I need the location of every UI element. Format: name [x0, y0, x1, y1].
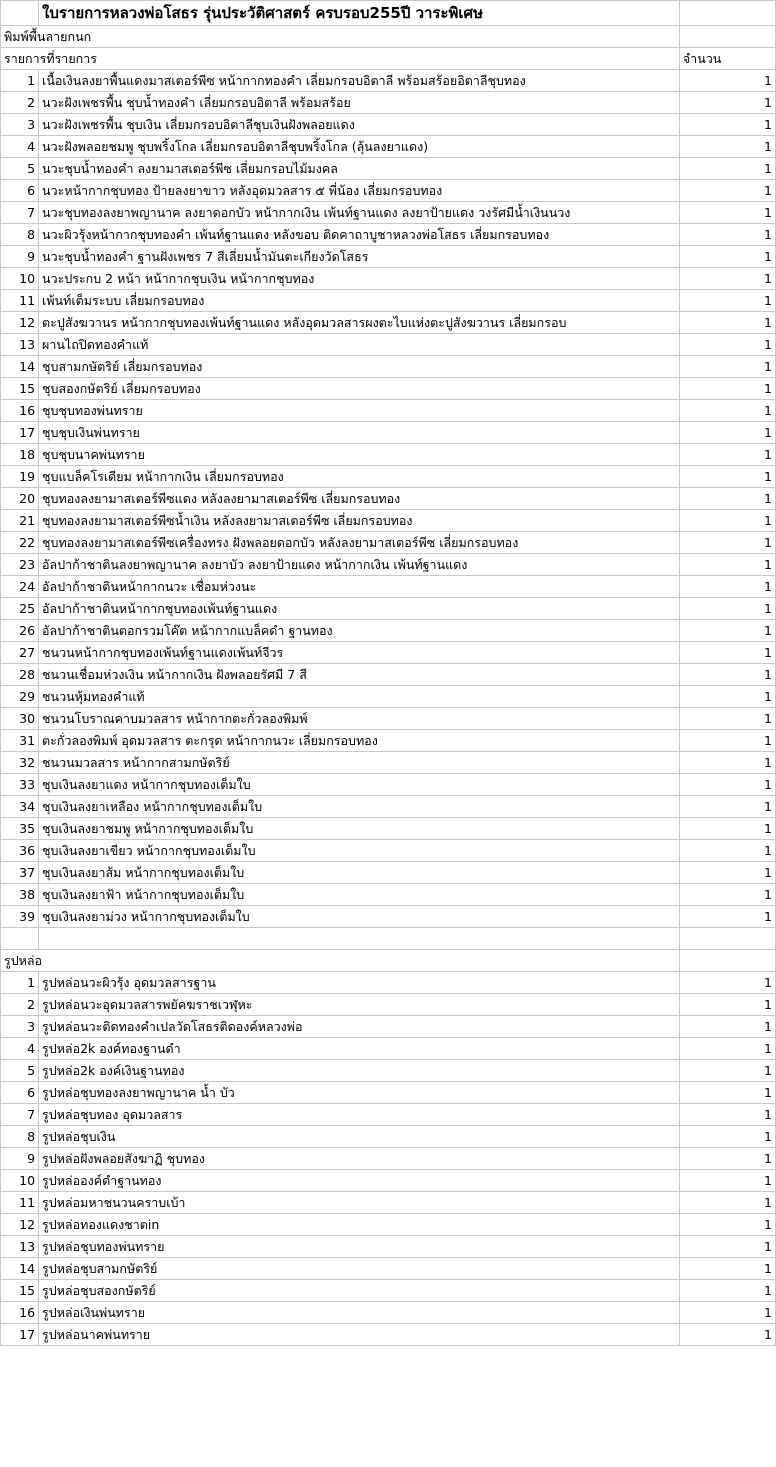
row-quantity: 1 — [679, 752, 775, 774]
row-quantity: 1 — [679, 114, 775, 136]
section2-qty-blank — [679, 950, 775, 972]
row-description: รูปหล่อนาคพ่นทราย — [39, 1324, 680, 1346]
row-number: 15 — [1, 1280, 39, 1302]
row-quantity: 1 — [679, 818, 775, 840]
row-quantity: 1 — [679, 1192, 775, 1214]
row-quantity: 1 — [679, 92, 775, 114]
table-row — [1, 1280, 776, 1302]
row-description: รูปหล่อ2k องค์ทองฐานดำ — [39, 1038, 680, 1060]
row-quantity: 1 — [679, 136, 775, 158]
table-row — [1, 1016, 776, 1038]
row-quantity: 1 — [679, 1280, 775, 1302]
table-row — [1, 774, 776, 796]
table-row — [1, 334, 776, 356]
table-row — [1, 752, 776, 774]
row-number: 24 — [1, 576, 39, 598]
row-quantity: 1 — [679, 202, 775, 224]
document-subtitle: พิมพ์พื้นลายกนก — [1, 26, 680, 48]
row-number: 16 — [1, 1302, 39, 1324]
row-quantity: 1 — [679, 840, 775, 862]
row-description: ชุบเงินลงยาแดง หน้ากากชุบทองเต็มใบ — [39, 774, 680, 796]
row-quantity: 1 — [679, 796, 775, 818]
row-description: รูปหล่อมหาชนวนคราบเบ้า — [39, 1192, 680, 1214]
table-row — [1, 488, 776, 510]
row-quantity: 1 — [679, 378, 775, 400]
table-row — [1, 466, 776, 488]
table-row — [1, 70, 776, 92]
table-row — [1, 114, 776, 136]
row-number: 9 — [1, 1148, 39, 1170]
row-quantity: 1 — [679, 884, 775, 906]
row-description: นวะฝังเพชรพื้น ชุบเงิน เลี่ยมกรอบอิตาลีชุบเงินฝังพลอยแดง — [39, 114, 680, 136]
row-quantity: 1 — [679, 576, 775, 598]
row-quantity: 1 — [679, 1126, 775, 1148]
row-number: 25 — [1, 598, 39, 620]
table-row — [1, 422, 776, 444]
row-quantity: 1 — [679, 1060, 775, 1082]
row-description: ชุบเงินลงยาเหลือง หน้ากากชุบทองเต็มใบ — [39, 796, 680, 818]
row-quantity: 1 — [679, 334, 775, 356]
table-row — [1, 708, 776, 730]
table-row — [1, 1148, 776, 1170]
row-number: 17 — [1, 1324, 39, 1346]
row-number: 38 — [1, 884, 39, 906]
row-number: 1 — [1, 70, 39, 92]
row-quantity: 1 — [679, 1082, 775, 1104]
row-quantity: 1 — [679, 224, 775, 246]
section2-label: รูปหล่อ — [1, 950, 680, 972]
row-description: รูปหล่อชุบทอง อุดมวลสาร — [39, 1104, 680, 1126]
table-row — [1, 620, 776, 642]
table-row — [1, 598, 776, 620]
subtitle-row — [1, 26, 776, 48]
row-quantity: 1 — [679, 444, 775, 466]
row-quantity: 1 — [679, 422, 775, 444]
row-quantity: 1 — [679, 620, 775, 642]
table-row — [1, 158, 776, 180]
row-description: ชุบทองลงยามาสเตอร์พีซน้ำเงิน หลังลงยามาสเตอร์พีซ เลี่ยมกรอบทอง — [39, 510, 680, 532]
row-quantity: 1 — [679, 862, 775, 884]
row-number: 14 — [1, 1258, 39, 1280]
table-row — [1, 510, 776, 532]
row-number: 17 — [1, 422, 39, 444]
row-number: 28 — [1, 664, 39, 686]
row-number: 34 — [1, 796, 39, 818]
row-quantity: 1 — [679, 1302, 775, 1324]
row-quantity: 1 — [679, 532, 775, 554]
row-description: ชุบเงินลงยาม่วง หน้ากากชุบทองเต็มใบ — [39, 906, 680, 928]
row-number: 14 — [1, 356, 39, 378]
table-row — [1, 906, 776, 928]
row-description: รูปหล่อชุบเงิน — [39, 1126, 680, 1148]
row-description: อัลปาก้าชาตินตอกรวมโค๊ต หน้ากากแบล็คดำ ฐานทอง — [39, 620, 680, 642]
column-header-list: รายการที่รายการ — [1, 48, 680, 70]
table-row — [1, 1104, 776, 1126]
row-description: นวะประกบ 2 หน้า หน้ากากชุบเงิน หน้ากากชุบทอง — [39, 268, 680, 290]
table-row — [1, 664, 776, 686]
row-number: 5 — [1, 1060, 39, 1082]
subtitle-right-blank — [679, 26, 775, 48]
row-number: 30 — [1, 708, 39, 730]
row-number: 37 — [1, 862, 39, 884]
row-number: 2 — [1, 92, 39, 114]
row-number: 10 — [1, 1170, 39, 1192]
row-number: 13 — [1, 334, 39, 356]
row-description: รูปหล่อ2k องค์เงินฐานทอง — [39, 1060, 680, 1082]
table-row — [1, 862, 776, 884]
row-description: รูปหล่อนวะผิวรุ้ง อุดมวลสารฐาน — [39, 972, 680, 994]
row-description: นวะฝังเพชรพื้น ชุบน้ำทองคำ เลี่ยมกรอบอิตาลี พร้อมสร้อย — [39, 92, 680, 114]
spacer-cell-desc — [39, 928, 680, 950]
table-row — [1, 136, 776, 158]
row-number: 11 — [1, 1192, 39, 1214]
table-row — [1, 1170, 776, 1192]
table-row — [1, 884, 776, 906]
row-description: อัลปาก้าชาตินหน้ากากชุบทองเพ้นท์ฐานแดง — [39, 598, 680, 620]
table-row — [1, 796, 776, 818]
row-description: อัลปาก้าชาตินลงยาพญานาค ลงยาบัว ลงยาป้ายแดง หน้ากากเงิน เพ้นท์ฐานแดง — [39, 554, 680, 576]
table-row — [1, 268, 776, 290]
document-title: ใบรายการหลวงพ่อโสธร รุ่นประวัติศาสตร์ ครบรอบ255ปี วาระพิเศษ — [39, 1, 680, 26]
row-description: รูปหล่อองค์ดำฐานทอง — [39, 1170, 680, 1192]
table-row — [1, 1324, 776, 1346]
row-description: รูปหล่อนวะติดทองคำเปลวัดโสธรติดองค์หลวงพ่อ — [39, 1016, 680, 1038]
row-quantity: 1 — [679, 400, 775, 422]
row-number: 9 — [1, 246, 39, 268]
row-quantity: 1 — [679, 488, 775, 510]
table-row — [1, 290, 776, 312]
row-description: ชุบสามกษัตริย์ เลี่ยมกรอบทอง — [39, 356, 680, 378]
table-row — [1, 532, 776, 554]
row-description: รูปหล่อชุบสามกษัตริย์ — [39, 1258, 680, 1280]
table-row — [1, 92, 776, 114]
row-description: รูปหล่อชุบสองกษัตริย์ — [39, 1280, 680, 1302]
table-row — [1, 1236, 776, 1258]
row-quantity: 1 — [679, 312, 775, 334]
row-description: ชุบสองกษัตริย์ เลี่ยมกรอบทอง — [39, 378, 680, 400]
title-row — [1, 1, 776, 26]
row-number: 39 — [1, 906, 39, 928]
row-quantity: 1 — [679, 466, 775, 488]
row-quantity: 1 — [679, 774, 775, 796]
row-number: 10 — [1, 268, 39, 290]
table-row — [1, 1060, 776, 1082]
table-row — [1, 840, 776, 862]
row-number: 4 — [1, 1038, 39, 1060]
row-description: ชนวนเชื่อมห่วงเงิน หน้ากากเงิน ฝังพลอยรัศมี 7 สี — [39, 664, 680, 686]
row-description: นวะฝังพลอยชมพู ชุบพริ้งโกล เลี่ยมกรอบอิตาลีชุบพริ้งโกล (ลุ้นลงยาแดง) — [39, 136, 680, 158]
table-row — [1, 444, 776, 466]
row-quantity: 1 — [679, 906, 775, 928]
row-description: นวะผิวรุ้งหน้ากากชุบทองคำ เพ้นท์ฐานแดง หลังขอบ ติดคาถาบูชาหลวงพ่อโสธร เลี่ยมกรอบทอง — [39, 224, 680, 246]
row-number: 21 — [1, 510, 39, 532]
row-quantity: 1 — [679, 1170, 775, 1192]
row-description: เพ้นท์เต็มระบบ เลี่ยมกรอบทอง — [39, 290, 680, 312]
table-row — [1, 994, 776, 1016]
row-number: 8 — [1, 224, 39, 246]
table-row — [1, 576, 776, 598]
row-description: ชนวนหุ้มทองคำแท้ — [39, 686, 680, 708]
row-quantity: 1 — [679, 972, 775, 994]
row-description: อัลปาก้าชาตินหน้ากากนวะ เชื่อมห่วงนะ — [39, 576, 680, 598]
row-quantity: 1 — [679, 356, 775, 378]
row-quantity: 1 — [679, 1258, 775, 1280]
section2-header-row — [1, 950, 776, 972]
table-row — [1, 1082, 776, 1104]
table-row — [1, 356, 776, 378]
row-number: 12 — [1, 312, 39, 334]
row-quantity: 1 — [679, 1324, 775, 1346]
row-quantity: 1 — [679, 686, 775, 708]
row-description: นวะชุบน้ำทองคำ ฐานฝังเพชร 7 สีเลี่ยมน้ำมันตะเกียงวัดโสธร — [39, 246, 680, 268]
row-quantity: 1 — [679, 730, 775, 752]
row-number: 7 — [1, 202, 39, 224]
row-quantity: 1 — [679, 290, 775, 312]
row-number: 8 — [1, 1126, 39, 1148]
row-number: 5 — [1, 158, 39, 180]
row-description: ชุบทองลงยามาสเตอร์พีซแดง หลังลงยามาสเตอร์พีซ เลี่ยมกรอบทอง — [39, 488, 680, 510]
table-row — [1, 972, 776, 994]
column-header-qty: จำนวน — [679, 48, 775, 70]
table-row — [1, 642, 776, 664]
row-quantity: 1 — [679, 708, 775, 730]
spacer-cell-qty — [679, 928, 775, 950]
row-number: 15 — [1, 378, 39, 400]
row-number: 20 — [1, 488, 39, 510]
row-description: นวะหน้ากากชุบทอง ป้ายลงยาขาว หลังอุดมวลสาร ๕ พี่น้อง เลี่ยมกรอบทอง — [39, 180, 680, 202]
table-row — [1, 730, 776, 752]
row-description: รูปหล่อนวะอุดมวลสารพยัคฆราชเวฬุหะ — [39, 994, 680, 1016]
row-quantity: 1 — [679, 70, 775, 92]
row-number: 27 — [1, 642, 39, 664]
section-divider — [1, 928, 776, 972]
row-description: ชุบชุบนาคพ่นทราย — [39, 444, 680, 466]
row-number: 29 — [1, 686, 39, 708]
spacer-cell-num — [1, 928, 39, 950]
section-statues-rows — [1, 972, 776, 1346]
table-row — [1, 180, 776, 202]
row-number: 35 — [1, 818, 39, 840]
table-body — [1, 1, 776, 70]
row-number: 12 — [1, 1214, 39, 1236]
row-quantity: 1 — [679, 510, 775, 532]
table-row — [1, 246, 776, 268]
row-quantity: 1 — [679, 1038, 775, 1060]
row-number: 6 — [1, 180, 39, 202]
row-description: ชุบชุบเงินพ่นทราย — [39, 422, 680, 444]
row-number: 3 — [1, 1016, 39, 1038]
table-row — [1, 312, 776, 334]
row-number: 26 — [1, 620, 39, 642]
row-number: 16 — [1, 400, 39, 422]
row-number: 36 — [1, 840, 39, 862]
row-number: 13 — [1, 1236, 39, 1258]
row-description: รูปหล่อชุบทองพ่นทราย — [39, 1236, 680, 1258]
table-row — [1, 554, 776, 576]
row-description: รูปหล่อเงินพ่นทราย — [39, 1302, 680, 1324]
row-quantity: 1 — [679, 1104, 775, 1126]
row-quantity: 1 — [679, 1148, 775, 1170]
row-quantity: 1 — [679, 180, 775, 202]
row-number: 31 — [1, 730, 39, 752]
row-quantity: 1 — [679, 598, 775, 620]
table-row — [1, 686, 776, 708]
row-description: นวะชุบทองลงยาพญานาค ลงยาดอกบัว หน้ากากเงิน เพ้นท์ฐานแดง ลงยาป้ายแดง วงรัศมีน้ำเงินนวง — [39, 202, 680, 224]
row-description: ชนวนหน้ากากชุบทองเพ้นท์ฐานแดงเพ้นท์จีวร — [39, 642, 680, 664]
row-number: 11 — [1, 290, 39, 312]
row-number: 19 — [1, 466, 39, 488]
row-description: ตะกั่วลองพิมพ์ อุดมวลสาร ตะกรุด หน้ากากนวะ เลี่ยมกรอบทอง — [39, 730, 680, 752]
row-description: ชนวนมวลสาร หน้ากากสามกษัตริย์ — [39, 752, 680, 774]
table-row — [1, 1126, 776, 1148]
row-number: 2 — [1, 994, 39, 1016]
row-number: 4 — [1, 136, 39, 158]
table-row — [1, 818, 776, 840]
table-row — [1, 202, 776, 224]
table-row — [1, 1038, 776, 1060]
row-number: 18 — [1, 444, 39, 466]
row-quantity: 1 — [679, 1236, 775, 1258]
row-description: เนื้อเงินลงยาพื้นแดงมาสเตอร์พีซ หน้ากากทองคำ เลี่ยมกรอบอิตาลี พร้อมสร้อยอิตาลีชุบทอง — [39, 70, 680, 92]
section-amulets-rows — [1, 70, 776, 928]
table-row — [1, 224, 776, 246]
row-quantity: 1 — [679, 1016, 775, 1038]
title-left-blank — [1, 1, 39, 26]
row-quantity: 1 — [679, 246, 775, 268]
row-description: ชนวนโบราณคาบมวลสาร หน้ากากตะกั่วลองพิมพ์ — [39, 708, 680, 730]
row-number: 6 — [1, 1082, 39, 1104]
row-quantity: 1 — [679, 664, 775, 686]
row-quantity: 1 — [679, 158, 775, 180]
row-quantity: 1 — [679, 994, 775, 1016]
row-quantity: 1 — [679, 1214, 775, 1236]
table-row — [1, 1258, 776, 1280]
row-description: ชุบเงินลงยาเขียว หน้ากากชุบทองเต็มใบ — [39, 840, 680, 862]
row-description: ชุบทองลงยามาสเตอร์พีซเครื่องทรง ฝังพลอยดอกบัว หลังลงยามาสเตอร์พีซ เลี่ยมกรอบทอง — [39, 532, 680, 554]
row-description: ชุบเงินลงยาฟ้า หน้ากากชุบทองเต็มใบ — [39, 884, 680, 906]
row-number: 3 — [1, 114, 39, 136]
table-row — [1, 1302, 776, 1324]
row-description: รูปหล่อฝังพลอยสังฆาฏิ ชุบทอง — [39, 1148, 680, 1170]
table-row — [1, 400, 776, 422]
row-description: ตะปูสังฆวานร หน้ากากชุบทองเพ้นท์ฐานแดง หลังอุดมวลสารผงตะไบแห่งตะปูสังฆวานร เลี่ยมกรอบ — [39, 312, 680, 334]
row-number: 7 — [1, 1104, 39, 1126]
row-description: ชุบชุบทองพ่นทราย — [39, 400, 680, 422]
spacer-row — [1, 928, 776, 950]
title-right-blank — [679, 1, 775, 26]
row-quantity: 1 — [679, 642, 775, 664]
row-description: ชุบแบล็คโรเดียม หน้ากากเงิน เลี่ยมกรอบทอง — [39, 466, 680, 488]
row-number: 23 — [1, 554, 39, 576]
table-row — [1, 378, 776, 400]
row-description: ชุบเงินลงยาชมพู หน้ากากชุบทองเต็มใบ — [39, 818, 680, 840]
row-description: รูปหล่อทองแดงชาตin — [39, 1214, 680, 1236]
row-number: 32 — [1, 752, 39, 774]
header-row — [1, 48, 776, 70]
table-row — [1, 1192, 776, 1214]
row-description: นวะชุบน้ำทองคำ ลงยามาสเตอร์พีซ เลี่ยมกรอบไม้มงคล — [39, 158, 680, 180]
row-quantity: 1 — [679, 554, 775, 576]
row-number: 33 — [1, 774, 39, 796]
table-row — [1, 1214, 776, 1236]
row-number: 22 — [1, 532, 39, 554]
row-number: 1 — [1, 972, 39, 994]
row-description: รูปหล่อชุบทองลงยาพญานาค น้ำ บัว — [39, 1082, 680, 1104]
row-quantity: 1 — [679, 268, 775, 290]
row-description: ผานไถปิดทองคำแท้ — [39, 334, 680, 356]
row-description: ชุบเงินลงยาส้ม หน้ากากชุบทองเต็มใบ — [39, 862, 680, 884]
